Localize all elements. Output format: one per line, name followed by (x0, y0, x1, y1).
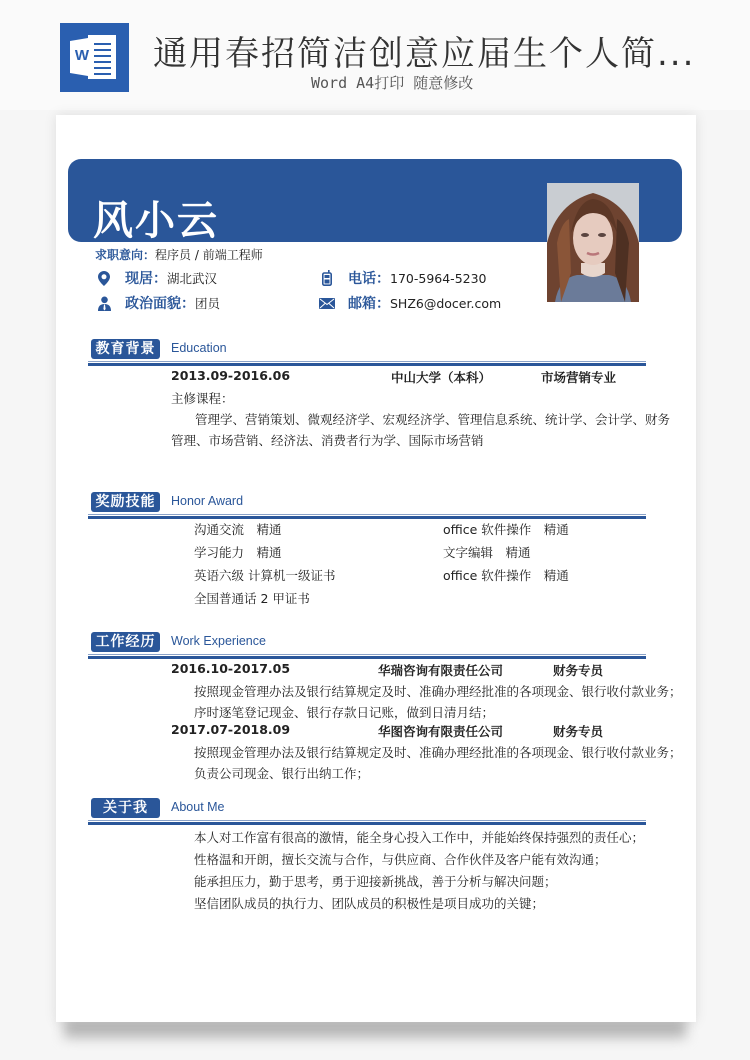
skill-item: office 软件操作 精通 (443, 568, 569, 583)
phone-label: 电话： (348, 271, 390, 287)
person-icon (96, 295, 112, 311)
section-title-en-work: Work Experience (171, 634, 266, 648)
job-position: 财务专员 (553, 663, 604, 678)
section-header-work (88, 632, 646, 658)
about-line: 能承担压力，勤于思考，勇于迎接新挑战，善于分析与解决问题； (194, 874, 557, 889)
residence-value: 湖北武汉 (167, 271, 218, 286)
job-period: 2017.07-2018.09 (171, 722, 291, 737)
envelope-icon (319, 295, 335, 311)
document-subtitle: Word A4打印 随意修改 (311, 74, 474, 92)
email-value[interactable]: SHZ6@docer.com (390, 295, 502, 311)
mobile-phone-icon (319, 270, 335, 286)
word-icon (60, 23, 129, 92)
skill-item: 沟通交流 精通 (194, 522, 282, 537)
word-icon-letter: W (74, 47, 90, 64)
section-divider (88, 656, 646, 659)
job-duty: 序时逐笔登记现金、银行存款日记账，做到日清月结； (194, 705, 495, 720)
profile-photo (547, 183, 639, 302)
section-divider-thin (88, 820, 646, 821)
section-title-en-education: Education (171, 341, 227, 355)
job-company: 华图咨询有限责任公司 (378, 724, 504, 739)
section-header-education (88, 339, 646, 365)
courses-line-1: 管理学、营销策划、微观经济学、宏观经济学、管理信息系统、统计学、会计学、财务 (195, 412, 671, 427)
about-line: 坚信团队成员的执行力、团队成员的积极性是项目成功的关键； (194, 896, 545, 911)
skill-item: 英语六级 计算机一级证书 (194, 568, 336, 583)
email-label: 邮箱： (348, 296, 390, 312)
info-residence (96, 268, 217, 288)
candidate-name: 风小云 (93, 198, 219, 244)
section-divider (88, 822, 646, 825)
job-position: 财务专员 (553, 724, 604, 739)
education-major: 市场营销专业 (541, 370, 617, 385)
info-phone (319, 268, 487, 288)
phone-value[interactable]: 170-5964-5230 (390, 270, 487, 286)
about-line: 性格温和开朗，擅长交流与合作，与供应商、合作伙伴及客户能有效沟通； (194, 852, 607, 867)
political-status-value: 团员 (195, 296, 221, 311)
skill-item: 全国普通话 2 甲证书 (194, 591, 310, 606)
section-tag-work: 工作经历 (91, 632, 160, 652)
job-duty: 负责公司现金、银行出纳工作； (194, 766, 370, 781)
courses-label: 主修课程： (171, 391, 234, 406)
education-period: 2013.09-2016.06 (171, 368, 291, 383)
job-period: 2016.10-2017.05 (171, 661, 291, 676)
section-title-en-honors: Honor Award (171, 494, 244, 508)
section-divider (88, 363, 646, 366)
section-header-honors (88, 492, 646, 518)
info-email (319, 293, 501, 313)
section-title-en-about: About Me (171, 800, 225, 814)
job-intent (95, 246, 263, 263)
section-divider (88, 516, 646, 519)
section-divider-thin (88, 514, 646, 515)
skill-item: 文字编辑 精通 (443, 545, 531, 560)
job-duty: 按照现金管理办法及银行结算规定及时、准确办理经批准的各项现金、银行收付款业务； (194, 684, 682, 699)
about-line: 本人对工作富有很高的激情，能全身心投入工作中，并能始终保持强烈的责任心； (194, 830, 645, 845)
section-tag-about: 关于我 (91, 798, 160, 818)
skill-item: office 软件操作 精通 (443, 522, 569, 537)
skill-item: 学习能力 精通 (194, 545, 282, 560)
job-intent-value: 程序员 / 前端工程师 (155, 248, 263, 262)
job-duty: 按照现金管理办法及银行结算规定及时、准确办理经批准的各项现金、银行收付款业务； (194, 745, 682, 760)
info-political-status (96, 293, 220, 313)
political-status-label: 政治面貌： (125, 296, 195, 312)
job-intent-label: 求职意向： (95, 248, 156, 262)
education-school: 中山大学（本科） (391, 370, 492, 385)
section-divider-thin (88, 361, 646, 362)
job-company: 华瑞咨询有限责任公司 (378, 663, 504, 678)
section-tag-education: 教育背景 (91, 339, 160, 359)
section-tag-honors: 奖励技能 (91, 492, 160, 512)
section-divider-thin (88, 654, 646, 655)
document-title: 通用春招简洁创意应届生个人简... (153, 34, 696, 74)
section-header-about (88, 798, 646, 824)
resume-page (56, 115, 696, 1022)
courses-line-2: 管理、市场营销、经济法、消费者行为学、国际市场营销 (171, 433, 484, 448)
residence-label: 现居： (125, 271, 167, 287)
document-banner (0, 0, 750, 110)
location-pin-icon (96, 270, 112, 286)
